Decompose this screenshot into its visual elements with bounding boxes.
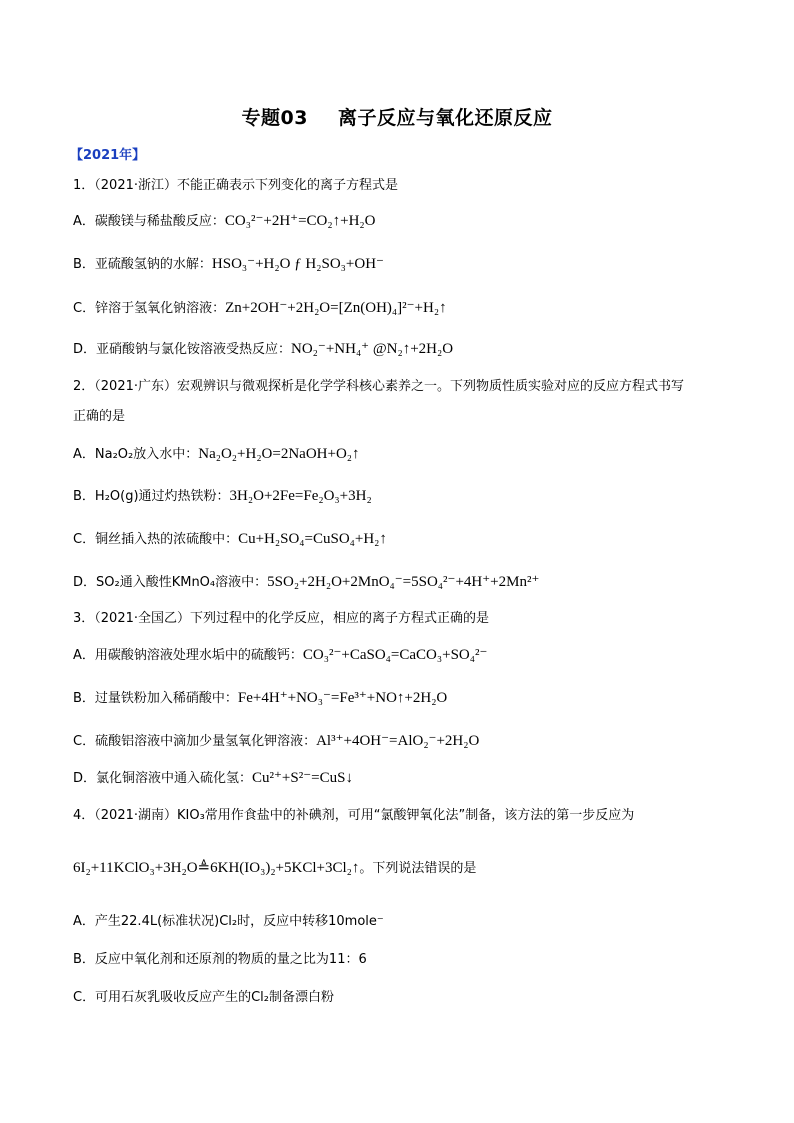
q4-equation-line <box>73 858 476 879</box>
q1-stem: 1．（2021·浙江）不能正确表示下列变化的离子方程式是 <box>73 178 398 193</box>
q3-option-a: A．用碳酸钠溶液处理水垢中的硫酸钙：CO₃²⁻+CaSO₄=CaCO₃+SO₄²⁻ <box>73 647 488 663</box>
q4-option-b: B．反应中氧化剂和还原剂的物质的量之比为11：6 <box>73 952 367 967</box>
q2-a-equation: Na₂O₂+H₂O=2NaOH+O₂↑ <box>198 446 360 462</box>
page-title <box>0 103 794 130</box>
q1-b-equation: HSO₃⁻+H₂O ƒ H₂SO₃+OH⁻ <box>211 256 384 272</box>
q2-option-d: D．SO₂通入酸性KMnO₄溶液中：5SO₂+2H₂O+2MnO₄⁻=5SO₄²⁻+4H⁺+2Mn²⁺ <box>73 574 540 590</box>
q2-b-equation: 3H₂O+2Fe=Fe₂O₃+3H₂ <box>229 488 372 504</box>
q4-option-c: C．可用石灰乳吸收反应产生的Cl₂制备漂白粉 <box>73 990 334 1005</box>
q2-stem-line1: 2．（2021·广东）宏观辨识与微观探析是化学学科核心素养之一。下列物质性质实验对应的反应方程式书写 <box>73 379 684 394</box>
q3-stem: 3．（2021·全国乙）下列过程中的化学反应，相应的离子方程式正确的是 <box>73 611 489 626</box>
q1-option-b: B．亚硫酸氢钠的水解：HSO₃⁻+H₂O ƒ H₂SO₃+OH⁻ <box>73 256 384 272</box>
q2-stem-line2: 正确的是 <box>73 409 126 424</box>
q3-option-b: B．过量铁粉加入稀硝酸中：Fe+4H⁺+NO₃⁻=Fe³⁺+NO↑+2H₂O <box>73 690 448 706</box>
q1-option-c: C．锌溶于氢氧化钠溶液：Zn+2OH⁻+2H₂O=[Zn(OH)₄]²⁻+H₂↑ <box>73 300 447 316</box>
q1-d-equation: NO₂⁻+NH₄⁺ @N₂↑+2H₂O <box>291 341 454 357</box>
q1-option-a: A．碳酸镁与稀盐酸反应：CO₃²⁻+2H⁺=CO₂↑+H₂O <box>73 213 376 229</box>
q2-c-equation: Cu+H₂SO₄=CuSO₄+H₂↑ <box>238 531 387 547</box>
q2-option-a: A．Na₂O₂放入水中：Na₂O₂+H₂O=2NaOH+O₂↑ <box>73 446 360 462</box>
section-year: 【2021年】 <box>70 148 146 163</box>
q3-a-equation: CO₃²⁻+CaSO₄=CaCO₃+SO₄²⁻ <box>302 647 488 663</box>
q1-c-equation: Zn+2OH⁻+2H₂O=[Zn(OH)₄]²⁻+H₂↑ <box>225 300 447 316</box>
q4-stem-line1: 4．（2021·湖南）KIO₃常用作食盐中的补碘剂，可用“氯酸钾氧化法”制备，该方法的第一步反应为 <box>73 808 635 823</box>
q2-option-b: B．H₂O(g)通过灼热铁粉：3H₂O+2Fe=Fe₂O₃+3H₂ <box>73 488 372 504</box>
q4-equation: 6I₂+11KClO₃+3H₂O≜6KH(IO₃)₂+5KCl+3Cl₂↑ <box>73 860 360 876</box>
q1-a-equation: CO₃²⁻+2H⁺=CO₂↑+H₂O <box>224 213 376 229</box>
q4-stem-line2: 。下列说法错误的是 <box>359 861 477 876</box>
q3-option-c: C．硫酸铝溶液中滴加少量氢氧化钾溶液：Al³⁺+4OH⁻=AlO₂⁻+2H₂O <box>73 733 480 749</box>
q3-d-equation: Cu²⁺+S²⁻=CuS↓ <box>252 770 353 786</box>
title-sub: 离子反应与氧化还原反应 <box>337 107 553 129</box>
q3-option-d: D．氯化铜溶液中通入硫化氢：Cu²⁺+S²⁻=CuS↓ <box>73 770 353 786</box>
q3-c-equation: Al³⁺+4OH⁻=AlO₂⁻+2H₂O <box>316 733 480 749</box>
q2-d-equation: 5SO₂+2H₂O+2MnO₄⁻=5SO₄²⁻+4H⁺+2Mn²⁺ <box>267 574 540 590</box>
title-main: 专题03 <box>241 107 308 129</box>
q3-b-equation: Fe+4H⁺+NO₃⁻=Fe³⁺+NO↑+2H₂O <box>237 690 448 706</box>
q1-option-d: D．亚硝酸钠与氯化铵溶液受热反应：NO₂⁻+NH₄⁺ @N₂↑+2H₂O <box>73 341 454 357</box>
q2-option-c: C．铜丝插入热的浓硫酸中：Cu+H₂SO₄=CuSO₄+H₂↑ <box>73 531 387 547</box>
q4-option-a: A．产生22.4L(标准状况)Cl₂时，反应中转移10mole⁻ <box>73 914 384 929</box>
